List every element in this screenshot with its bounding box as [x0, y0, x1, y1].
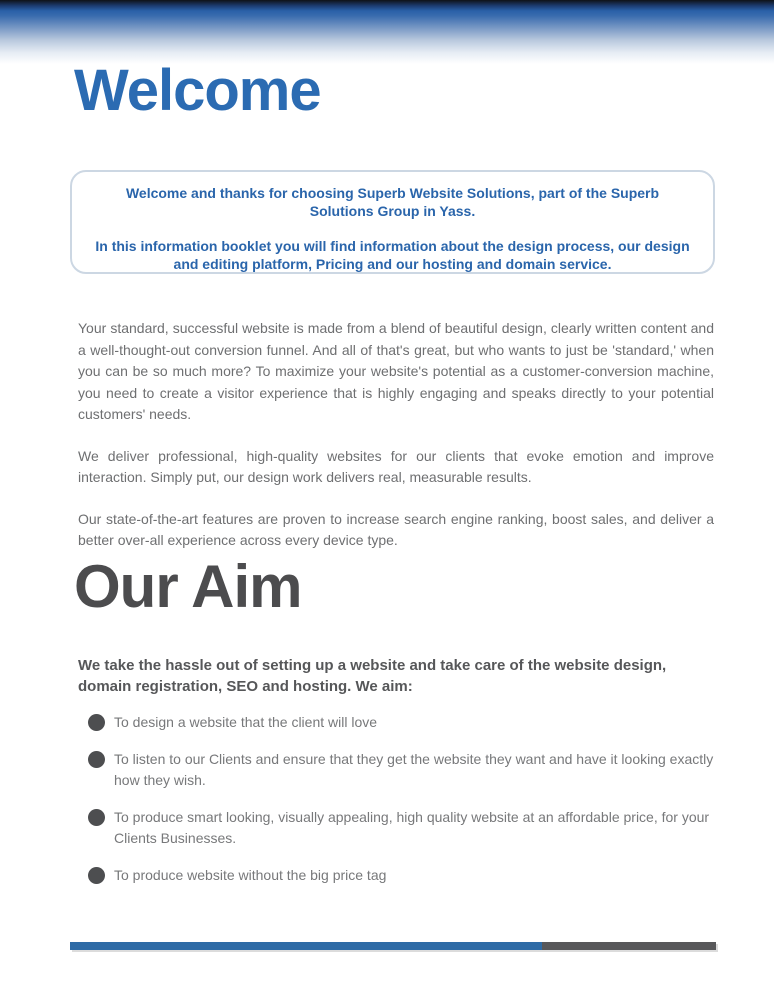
body-copy	[78, 318, 714, 572]
list-item	[88, 712, 716, 734]
footer-rule-blue-segment	[70, 942, 542, 950]
bullet-dot-icon	[88, 714, 105, 731]
intro-box-paragraph-1: Welcome and thanks for choosing Superb Website Solutions, part of the Superb Solutions Group in Yass.	[125, 185, 660, 219]
footer-rule	[70, 942, 716, 950]
list-item	[88, 807, 716, 850]
our-aim-heading: Our Aim	[74, 553, 302, 620]
body-paragraph-1: Your standard, successful website is made from a blend of beautiful design, clearly written content and a well-thought-out conversion funnel. And all of that's great, but who wants to just be 'standard,' when you can be so much more? To maximize your website's potential as a customer-conversion machine, you need to create a visitor experience that is highly engaging and speaks directly to your potential customers' needs.	[78, 320, 714, 422]
aim-bullet-list	[88, 712, 716, 901]
our-aim-intro: We take the hassle out of setting up a website and take care of the website design, domain registration, SEO and hosting. We aim:	[78, 657, 667, 695]
bullet-item-text: To produce smart looking, visually appealing, high quality website at an affordable price, for your Clients Businesses.	[114, 808, 710, 846]
list-item	[88, 749, 716, 792]
intro-callout-box	[70, 170, 715, 274]
body-paragraph-3: Our state-of-the-art features are proven to increase search engine ranking, boost sales, and deliver a better over-all experience across every device type.	[78, 510, 714, 548]
bullet-item-text: To produce website without the big price tag	[114, 866, 387, 883]
bullet-item-text: To listen to our Clients and ensure that they get the website they want and have it looking exactly how they wish.	[114, 750, 714, 788]
bullet-dot-icon	[88, 867, 105, 884]
header-gradient-band	[0, 0, 774, 64]
list-item	[88, 865, 716, 887]
bullet-item-text: To design a website that the client will love	[114, 714, 378, 730]
intro-box-paragraph-2: In this information booklet you will find information about the design process, our design and editing platform, Pricing and our hosting and domain service.	[95, 238, 690, 272]
bullet-dot-icon	[88, 751, 105, 768]
bullet-dot-icon	[88, 809, 105, 826]
welcome-heading: Welcome	[74, 58, 321, 123]
body-paragraph-2: We deliver professional, high-quality websites for our clients that evoke emotion and improve interaction. Simply put, our design work delivers real, measurable results.	[78, 447, 714, 485]
footer-rule-gray-segment	[542, 942, 716, 950]
